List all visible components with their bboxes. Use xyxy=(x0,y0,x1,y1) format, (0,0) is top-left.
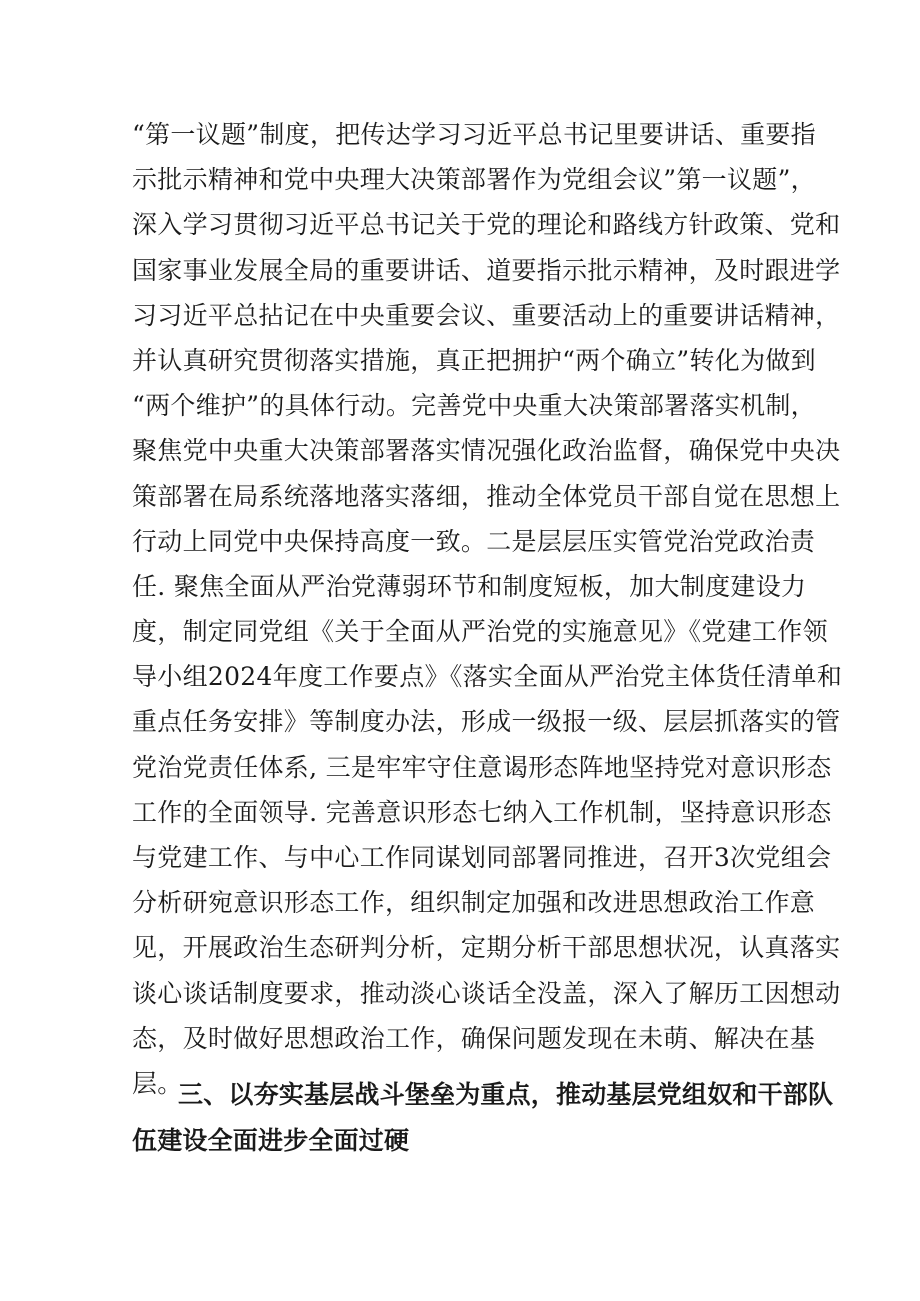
paragraph-line: 行动上同党中央保持高度一致。二是层层压实管党治党政治责 xyxy=(132,526,816,556)
paragraph-line: 见，开展政治生态研判分析，定期分析干部思想状况，认真落实 xyxy=(132,933,841,963)
paragraph-line: 层。 xyxy=(132,1068,183,1098)
paragraph-line: “两个维护”的具体行动。完善党中央重大决策部署落实机制， xyxy=(132,391,816,421)
section-heading-line-1: 三、以夯实基层战斗堡垒为重点，推动基层党组奴和干部队 xyxy=(178,1080,834,1109)
paragraph-line: 谈心谈话制度要求，推动淡心谈话全没盖，深入了解历工因想动 xyxy=(132,978,841,1008)
paragraph-line: “第一议题”制度，把传达学习习近平总书记里要讲话、重要指 xyxy=(132,120,816,149)
paragraph-line: 聚焦党中央重大决策部署落实情况强化政治监督，确保党中央决 xyxy=(132,436,841,466)
section-heading xyxy=(132,1072,834,1164)
paragraph-line: 任. 聚焦全面从严治党薄弱环节和制度短板，加大制度建设力 xyxy=(132,571,807,601)
paragraph-line: 重点任务安排》等制度办法，形成一级报一级、层层抓落实的管 xyxy=(132,707,841,737)
paragraph-line: 国家事业发展全局的重要讲话、道要指示批示精神，及时跟进学 xyxy=(132,255,841,285)
paragraph-line: 工作的全面领导. 完善意识形态七纳入工作机制，坚持意识形态 xyxy=(132,797,832,827)
paragraph-line: 党治党责任体系, 三是牢牢守住意谒形态阵地坚持党对意识形态 xyxy=(132,752,832,782)
paragraph-line: 习习近平总拈记在中央重要会议、重要活动上的重要讲话精神， xyxy=(132,300,841,330)
paragraph-line: 度，制定同党组《关于全面从严治党的实施意见》《党建工作领 xyxy=(132,617,828,647)
section-heading-line-2: 伍建设全面进步全面过硬 xyxy=(132,1126,410,1155)
paragraph-line: 分析研宛意识形态工作，组织制定加强和改进思想政治工作意 xyxy=(132,888,816,918)
body-paragraph xyxy=(132,112,843,1106)
paragraph-line: 态，及时做好思想政治工作，确保问题发现在未萌、解决在基 xyxy=(132,1023,816,1053)
paragraph-line: 导小组2024年度工作要点》《落实全面从严治党主体货任清单和 xyxy=(132,662,843,692)
paragraph-line: 深入学习贯彻习近平总书记关于党的理论和路线方针政策、党和 xyxy=(132,210,841,240)
paragraph-line: 与党建工作、与中心工作同谋划同部署同推进，召开3次党组会 xyxy=(132,843,832,872)
paragraph-line: 并认真研究贯彻落实措施，真正把拥护“两个确立”转化为做到 xyxy=(132,345,816,375)
paragraph-line: 策部署在局系统落地落实落细，推动全体党员干部自觉在思想上 xyxy=(132,481,841,511)
paragraph-line: 示批示精神和党中央理大决策部署作为党组会议”第一议题”， xyxy=(132,165,816,195)
